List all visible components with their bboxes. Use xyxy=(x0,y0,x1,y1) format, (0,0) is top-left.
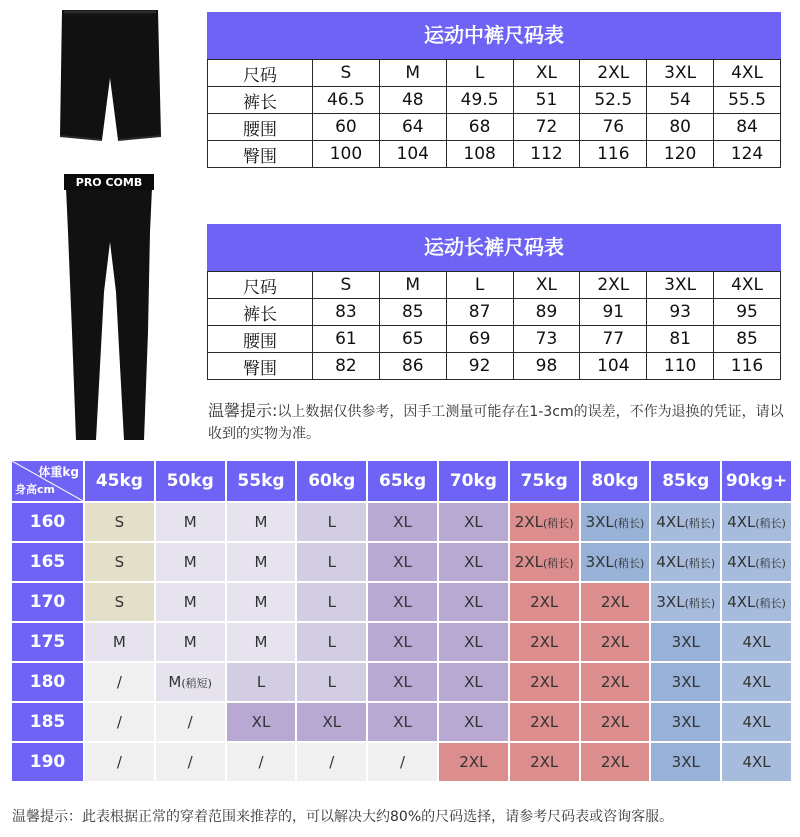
size-value: / xyxy=(116,673,122,691)
grid-row xyxy=(12,583,791,621)
row-label: 腰围 xyxy=(208,326,313,353)
size-cell: 68 xyxy=(446,114,513,141)
weight-header: 55kg xyxy=(227,461,296,501)
size-value: 2XL xyxy=(530,713,559,731)
size-cell: 61 xyxy=(313,326,380,353)
size-recommendation-grid xyxy=(10,459,793,783)
size-cell: 100 xyxy=(313,141,380,168)
recommended-size-cell xyxy=(85,623,154,661)
fit-note: (稍长) xyxy=(755,597,786,610)
size-value: 3XL xyxy=(671,633,700,651)
recommended-size-cell xyxy=(227,743,296,781)
size-cell: 52.5 xyxy=(580,87,647,114)
size-table-row xyxy=(208,87,781,114)
size-value: XL xyxy=(464,553,483,571)
recommended-size-cell xyxy=(651,743,720,781)
size-value: M xyxy=(254,633,268,651)
size-value: 4XL xyxy=(742,633,771,651)
size-value: 2XL xyxy=(600,753,630,771)
note-text: 以上数据仅供参考，因手工测量可能存在1-3cm的误差，不作为退换的凭证，请以收到的实物为准。 xyxy=(208,404,784,442)
size-cell: 98 xyxy=(513,353,580,380)
size-value: XL xyxy=(464,593,483,611)
grid-row xyxy=(12,743,791,781)
size-cell: 2XL xyxy=(580,272,647,299)
height-header: 165 xyxy=(12,543,83,581)
recommended-size-cell xyxy=(227,503,296,541)
fit-note: (稍长) xyxy=(755,517,786,530)
size-value: 3XL xyxy=(585,513,614,531)
size-value: S xyxy=(114,513,125,531)
recommended-size-cell xyxy=(156,583,225,621)
recommended-size-cell xyxy=(510,743,579,781)
size-value: M xyxy=(183,513,197,531)
row-label: 臀围 xyxy=(208,353,313,380)
shorts-product-image xyxy=(58,8,162,160)
recommended-size-cell xyxy=(651,663,720,701)
long-pants-size-table xyxy=(207,224,781,380)
size-value: 2XL xyxy=(514,513,543,531)
size-value: M xyxy=(254,593,268,611)
size-value: / xyxy=(258,753,264,771)
size-table-row xyxy=(208,114,781,141)
size-value: / xyxy=(400,753,406,771)
size-table-row xyxy=(208,353,781,380)
recommended-size-cell xyxy=(368,503,437,541)
recommended-size-cell xyxy=(722,503,791,541)
size-value: 3XL xyxy=(671,753,700,771)
grid-row xyxy=(12,703,791,741)
size-cell: 82 xyxy=(313,353,380,380)
height-header: 185 xyxy=(12,703,83,741)
size-value: XL xyxy=(393,553,412,571)
recommended-size-cell xyxy=(722,703,791,741)
size-value: XL xyxy=(393,593,412,611)
size-value: M xyxy=(183,633,197,651)
size-value: 4XL xyxy=(656,513,685,531)
row-label: 尺码 xyxy=(208,272,313,299)
fit-note: (稍长) xyxy=(613,517,645,530)
recommended-size-cell xyxy=(439,743,508,781)
size-cell: 54 xyxy=(647,87,714,114)
size-cell: 87 xyxy=(446,299,513,326)
weight-header: 90kg+ xyxy=(722,461,791,501)
size-cell: 81 xyxy=(647,326,714,353)
recommended-size-cell xyxy=(156,663,225,701)
weight-axis-label: 体重kg xyxy=(38,465,79,479)
size-value: 4XL xyxy=(727,553,756,571)
size-value: 2XL xyxy=(600,593,630,611)
size-cell: 72 xyxy=(513,114,580,141)
size-value: 2XL xyxy=(459,753,488,771)
recommended-size-cell xyxy=(510,543,579,581)
recommended-size-cell xyxy=(297,543,366,581)
row-label: 裤长 xyxy=(208,87,313,114)
size-cell: L xyxy=(446,272,513,299)
recommended-size-cell xyxy=(156,623,225,661)
recommended-size-cell xyxy=(368,743,437,781)
recommended-size-cell xyxy=(156,503,225,541)
size-value: 2XL xyxy=(530,633,559,651)
size-cell: 83 xyxy=(313,299,380,326)
size-cell: 69 xyxy=(446,326,513,353)
size-value: 4XL xyxy=(742,753,771,771)
size-cell: 124 xyxy=(714,141,781,168)
size-value: 4XL xyxy=(727,513,756,531)
recommended-size-cell xyxy=(581,743,650,781)
recommended-size-cell xyxy=(227,703,296,741)
size-value: XL xyxy=(464,673,483,691)
weight-header: 45kg xyxy=(85,461,154,501)
height-header: 175 xyxy=(12,623,83,661)
size-table-row xyxy=(208,60,781,87)
size-value: L xyxy=(327,633,336,651)
size-value: / xyxy=(116,753,122,771)
recommended-size-cell xyxy=(297,583,366,621)
size-value: XL xyxy=(464,513,483,531)
recommended-size-cell xyxy=(297,623,366,661)
size-value: M xyxy=(168,673,182,691)
recommended-size-cell xyxy=(227,623,296,661)
size-cell: 60 xyxy=(313,114,380,141)
size-value: L xyxy=(327,593,336,611)
size-cell: 104 xyxy=(379,141,446,168)
row-label: 臀围 xyxy=(208,141,313,168)
recommended-size-cell xyxy=(581,583,650,621)
recommended-size-cell xyxy=(651,583,720,621)
size-value: 2XL xyxy=(600,633,630,651)
size-value: M xyxy=(254,513,268,531)
size-value: XL xyxy=(393,633,412,651)
height-header: 170 xyxy=(12,583,83,621)
size-value: 4XL xyxy=(742,713,771,731)
recommended-size-cell xyxy=(722,743,791,781)
size-cell: 85 xyxy=(379,299,446,326)
size-cell: 86 xyxy=(379,353,446,380)
size-table-row xyxy=(208,326,781,353)
recommended-size-cell xyxy=(722,663,791,701)
recommended-size-cell xyxy=(510,663,579,701)
recommended-size-cell xyxy=(439,543,508,581)
size-cell: 49.5 xyxy=(446,87,513,114)
recommended-size-cell xyxy=(368,543,437,581)
recommended-size-cell xyxy=(510,583,579,621)
measurement-note xyxy=(208,400,788,445)
recommended-size-cell xyxy=(510,703,579,741)
size-value: S xyxy=(114,593,125,611)
waistband-text: PRO COMB xyxy=(75,176,143,189)
recommended-size-cell xyxy=(297,503,366,541)
recommended-size-cell xyxy=(85,663,154,701)
grid-corner xyxy=(12,461,83,501)
size-value: 3XL xyxy=(656,593,685,611)
size-cell: 116 xyxy=(580,141,647,168)
size-value: 4XL xyxy=(656,553,685,571)
size-cell: 89 xyxy=(513,299,580,326)
size-cell: 116 xyxy=(714,353,781,380)
size-value: 3XL xyxy=(585,553,614,571)
recommended-size-cell xyxy=(227,583,296,621)
recommended-size-cell xyxy=(368,583,437,621)
size-value: XL xyxy=(322,713,342,731)
size-value: XL xyxy=(393,713,412,731)
size-cell: 3XL xyxy=(647,272,714,299)
size-value: 2XL xyxy=(600,713,630,731)
fit-note: (稍长) xyxy=(684,597,716,610)
recommended-size-cell xyxy=(439,703,508,741)
recommended-size-cell xyxy=(156,703,225,741)
size-cell: M xyxy=(379,272,446,299)
fit-note: (稍长) xyxy=(755,557,786,570)
size-value: 3XL xyxy=(671,713,700,731)
size-cell: 4XL xyxy=(714,272,781,299)
size-cell: 3XL xyxy=(647,60,714,87)
size-cell: 108 xyxy=(446,141,513,168)
recommended-size-cell xyxy=(85,743,154,781)
recommended-size-cell xyxy=(439,503,508,541)
size-cell: 85 xyxy=(714,326,781,353)
height-axis-label: 身高cm xyxy=(15,483,55,496)
size-cell: 73 xyxy=(513,326,580,353)
recommended-size-cell xyxy=(156,543,225,581)
size-cell: L xyxy=(446,60,513,87)
weight-header: 85kg xyxy=(651,461,720,501)
recommended-size-cell xyxy=(581,543,650,581)
size-cell: 2XL xyxy=(580,60,647,87)
grid-row xyxy=(12,543,791,581)
weight-header: 60kg xyxy=(297,461,366,501)
size-cell: 95 xyxy=(714,299,781,326)
recommended-size-cell xyxy=(85,703,154,741)
weight-header: 50kg xyxy=(156,461,225,501)
recommended-size-cell xyxy=(722,623,791,661)
size-value: M xyxy=(183,553,197,571)
size-cell: 104 xyxy=(580,353,647,380)
note-lead: 温馨提示: xyxy=(208,401,278,420)
recommended-size-cell xyxy=(651,543,720,581)
size-value: / xyxy=(187,753,193,771)
recommended-size-cell xyxy=(581,703,650,741)
size-value: L xyxy=(327,513,336,531)
recommended-size-cell xyxy=(581,663,650,701)
height-header: 180 xyxy=(12,663,83,701)
weight-header: 75kg xyxy=(510,461,579,501)
size-cell: 51 xyxy=(513,87,580,114)
size-value: 2XL xyxy=(530,593,559,611)
size-value: L xyxy=(256,673,266,691)
size-value: 2XL xyxy=(530,673,559,691)
grid-row xyxy=(12,663,791,701)
recommended-size-cell xyxy=(368,703,437,741)
fit-note: (稍长) xyxy=(613,557,645,570)
size-cell: 77 xyxy=(580,326,647,353)
recommended-size-cell xyxy=(227,663,296,701)
long-table-title: 运动长裤尺码表 xyxy=(207,224,781,271)
size-value: L xyxy=(327,673,336,691)
size-value: XL xyxy=(464,633,483,651)
recommended-size-cell xyxy=(368,663,437,701)
size-cell: M xyxy=(379,60,446,87)
size-value: L xyxy=(327,553,336,571)
weight-header: 80kg xyxy=(581,461,650,501)
size-value: XL xyxy=(393,513,412,531)
size-value: 4XL xyxy=(742,673,771,691)
size-cell: 64 xyxy=(379,114,446,141)
size-value: M xyxy=(112,633,126,651)
weight-header: 65kg xyxy=(368,461,437,501)
size-table-row xyxy=(208,299,781,326)
fit-note: (稍短) xyxy=(181,677,212,690)
grid-row xyxy=(12,623,791,661)
recommended-size-cell xyxy=(439,663,508,701)
size-cell: S xyxy=(313,272,380,299)
recommended-size-cell xyxy=(297,743,366,781)
recommended-size-cell xyxy=(227,543,296,581)
recommended-size-cell xyxy=(722,583,791,621)
fit-note: (稍长) xyxy=(684,517,716,530)
recommended-size-cell xyxy=(368,623,437,661)
size-cell: 112 xyxy=(513,141,580,168)
recommended-size-cell xyxy=(581,623,650,661)
height-header: 190 xyxy=(12,743,83,781)
size-cell: 84 xyxy=(714,114,781,141)
recommendation-note: 温馨提示：此表根据正常的穿着范围来推荐的，可以解决大约80%的尺码选择，请参考尺码表或咨询客服。 xyxy=(12,809,674,825)
recommended-size-cell xyxy=(581,503,650,541)
size-value: / xyxy=(329,753,335,771)
mid-shorts-size-table xyxy=(207,12,781,168)
size-value: S xyxy=(114,553,125,571)
size-value: 2XL xyxy=(600,673,630,691)
recommended-size-cell xyxy=(651,703,720,741)
size-cell: 4XL xyxy=(714,60,781,87)
size-cell: 48 xyxy=(379,87,446,114)
fit-note: (稍长) xyxy=(542,557,574,570)
fit-note: (稍长) xyxy=(542,517,574,530)
recommended-size-cell xyxy=(439,583,508,621)
size-table-row xyxy=(208,272,781,299)
size-cell: 65 xyxy=(379,326,446,353)
recommended-size-cell xyxy=(85,543,154,581)
size-value: 2XL xyxy=(530,753,559,771)
size-cell: 92 xyxy=(446,353,513,380)
recommended-size-cell xyxy=(510,503,579,541)
recommended-size-cell xyxy=(722,543,791,581)
size-cell: 91 xyxy=(580,299,647,326)
size-cell: 110 xyxy=(647,353,714,380)
mid-table-title: 运动中裤尺码表 xyxy=(207,12,781,59)
tights-product-image xyxy=(62,172,156,444)
size-cell: 93 xyxy=(647,299,714,326)
size-value: XL xyxy=(464,713,483,731)
row-label: 腰围 xyxy=(208,114,313,141)
recommended-size-cell xyxy=(85,503,154,541)
size-cell: XL xyxy=(513,272,580,299)
row-label: 裤长 xyxy=(208,299,313,326)
size-value: 2XL xyxy=(514,553,543,571)
size-cell: 76 xyxy=(580,114,647,141)
row-label: 尺码 xyxy=(208,60,313,87)
size-table-row xyxy=(208,141,781,168)
size-value: XL xyxy=(251,713,271,731)
recommended-size-cell xyxy=(85,583,154,621)
recommended-size-cell xyxy=(156,743,225,781)
height-header: 160 xyxy=(12,503,83,541)
recommended-size-cell xyxy=(297,703,366,741)
size-cell: 80 xyxy=(647,114,714,141)
size-value: M xyxy=(254,553,268,571)
size-cell: 55.5 xyxy=(714,87,781,114)
recommended-size-cell xyxy=(510,623,579,661)
size-cell: 46.5 xyxy=(313,87,380,114)
size-cell: 120 xyxy=(647,141,714,168)
size-value: / xyxy=(187,713,193,731)
size-cell: S xyxy=(313,60,380,87)
fit-note: (稍长) xyxy=(684,557,716,570)
recommended-size-cell xyxy=(297,663,366,701)
recommended-size-cell xyxy=(651,503,720,541)
weight-header: 70kg xyxy=(439,461,508,501)
size-value: M xyxy=(183,593,197,611)
recommended-size-cell xyxy=(439,623,508,661)
grid-row xyxy=(12,503,791,541)
size-value: / xyxy=(116,713,122,731)
size-value: 3XL xyxy=(671,673,700,691)
size-cell: XL xyxy=(513,60,580,87)
size-value: 4XL xyxy=(727,593,756,611)
recommended-size-cell xyxy=(651,623,720,661)
size-value: XL xyxy=(393,673,412,691)
